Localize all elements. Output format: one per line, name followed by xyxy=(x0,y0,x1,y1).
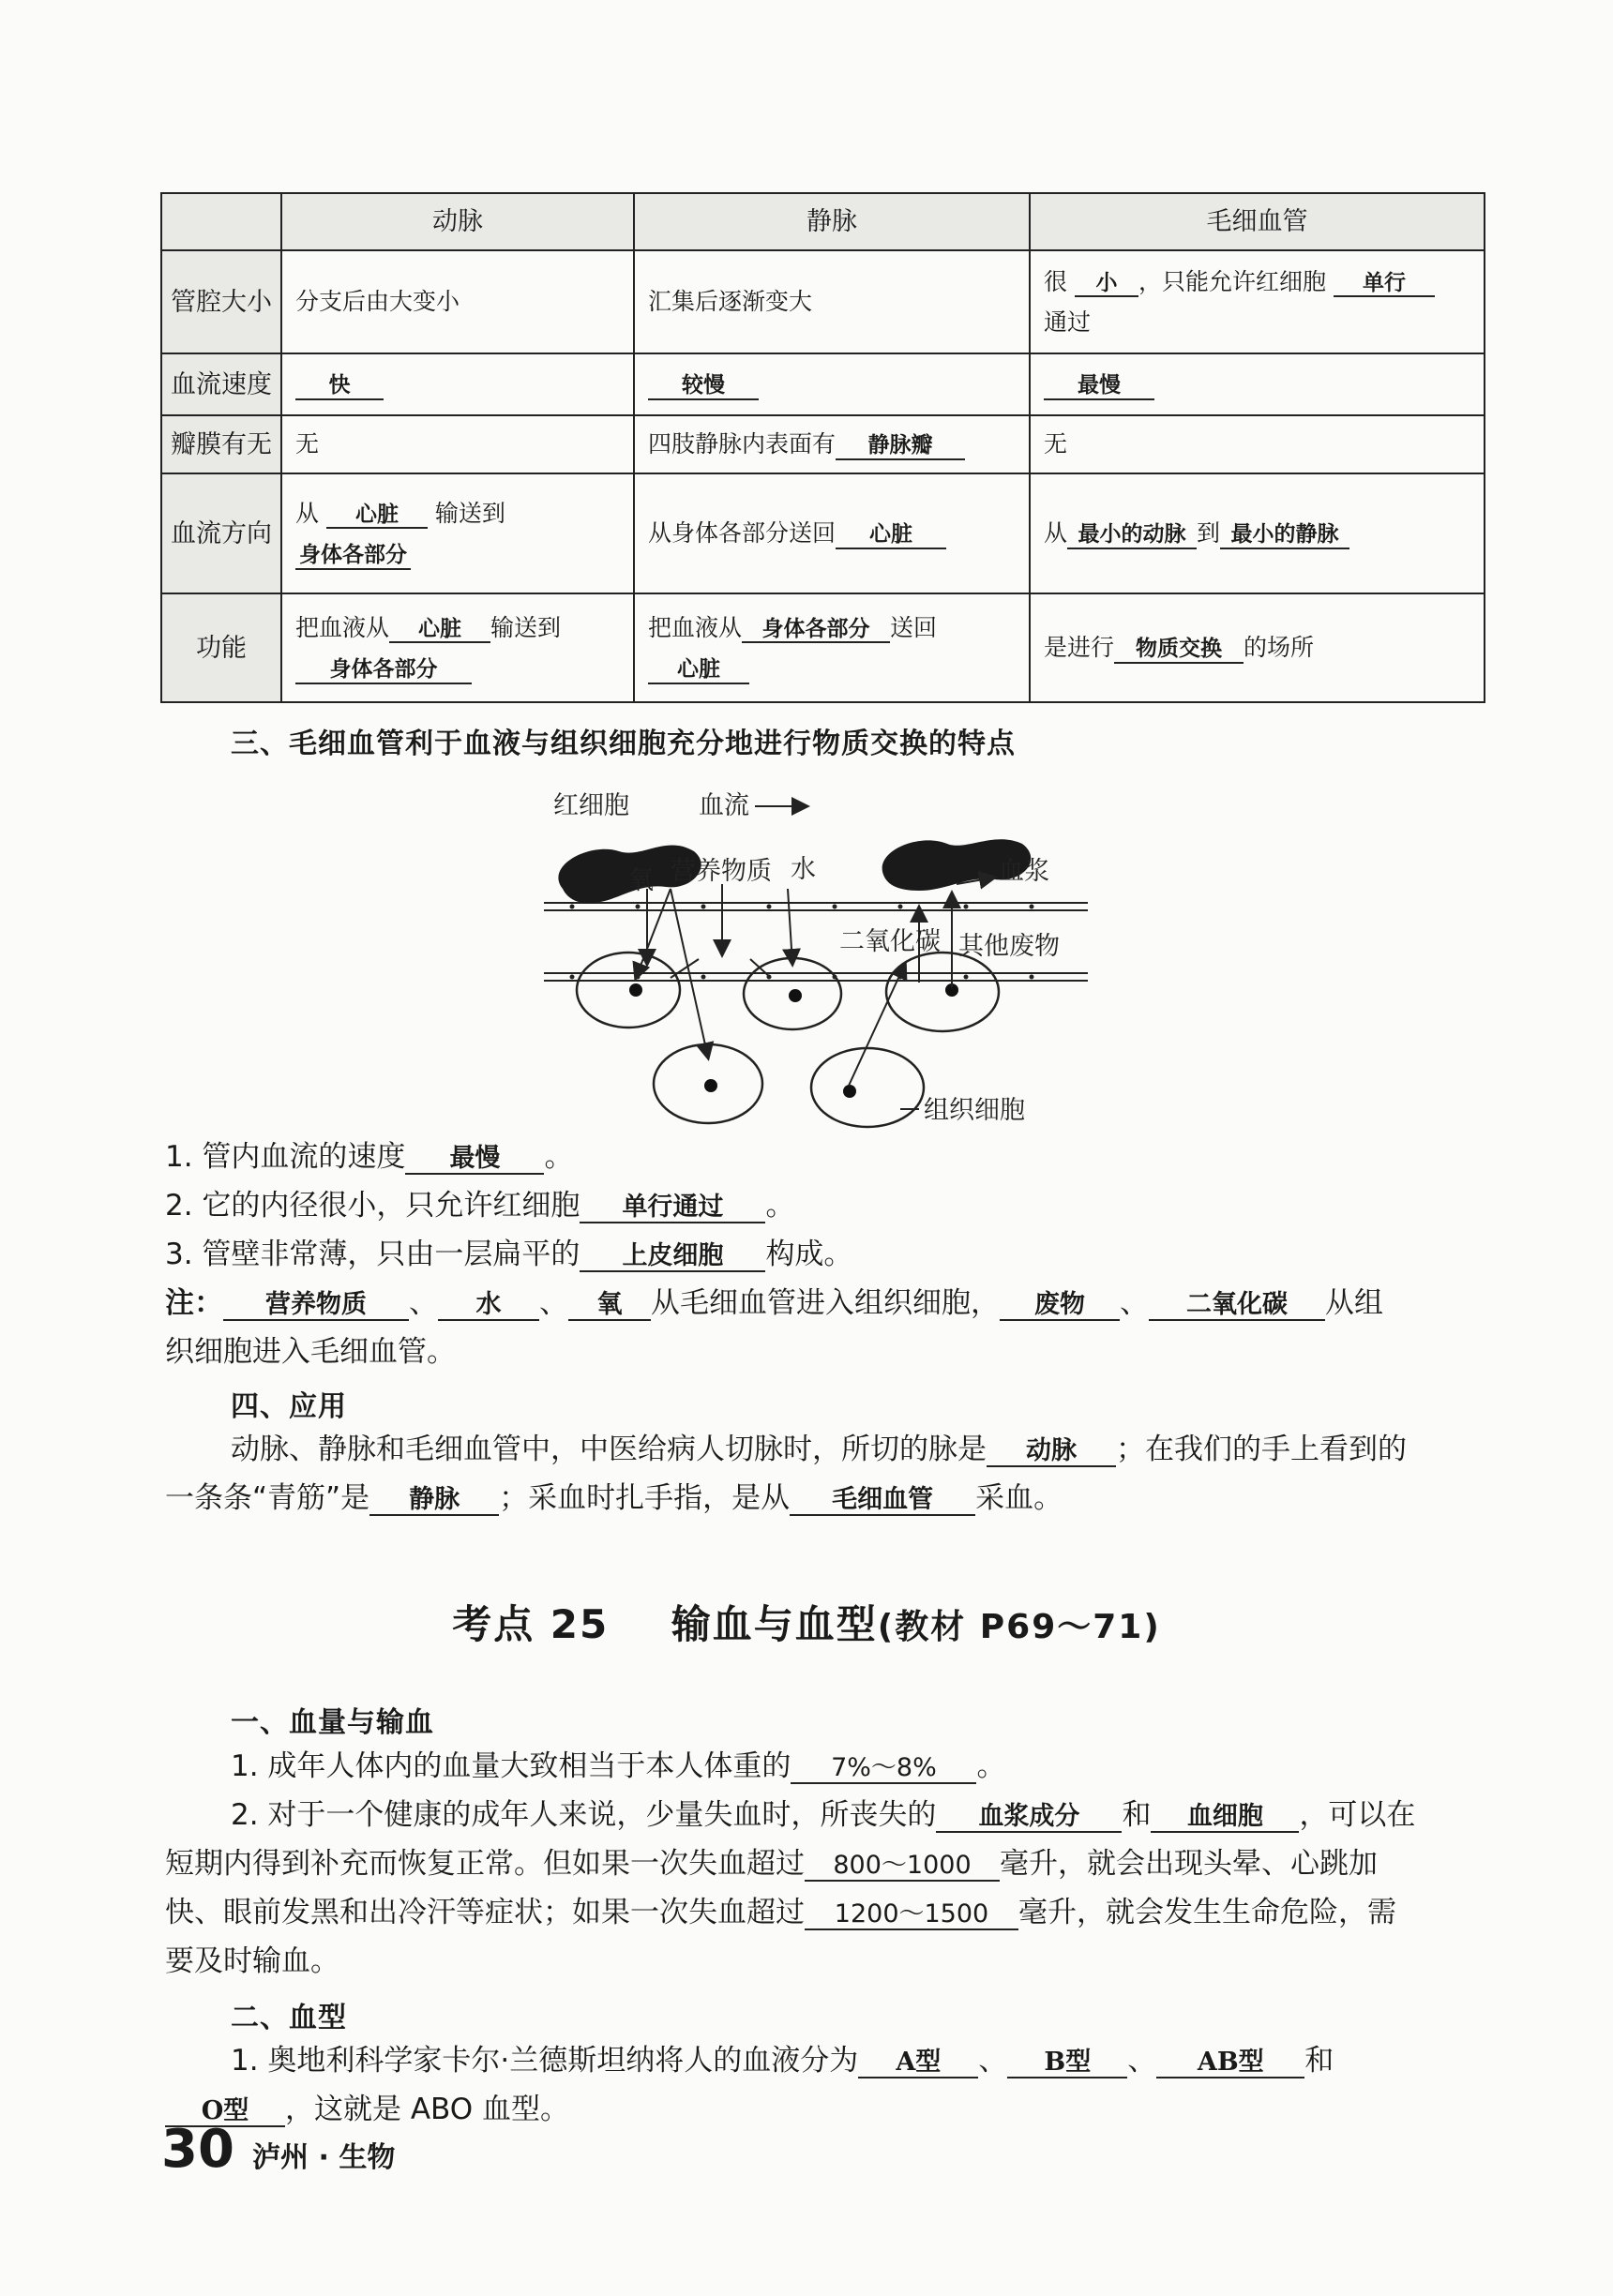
text: 1. 成年人体内的血量大致相当于本人体重的 xyxy=(231,1749,791,1783)
answer-blank: 最小的静脉 xyxy=(1220,522,1349,548)
table-header-vein: 静脉 xyxy=(634,193,1030,250)
answer-blank: 上皮细胞 xyxy=(580,1241,765,1272)
answer-blank: AB型 xyxy=(1156,2048,1304,2078)
cell-lumen-artery: 分支后由大变小 xyxy=(281,250,634,353)
text: 是进行 xyxy=(1044,634,1115,662)
label-tissue-cell: 组织细胞 xyxy=(924,1096,1025,1125)
label-other-waste: 其他废物 xyxy=(958,932,1060,961)
answer-blank: 7%～8% xyxy=(791,1753,976,1784)
label-oxygen: 氧 xyxy=(628,866,654,895)
answer-blank: 废物 xyxy=(1000,1290,1120,1321)
topic-source: (教材 P69～71) xyxy=(877,1608,1161,1646)
text: 和 xyxy=(1122,1798,1152,1832)
answer-blank: 身体各部分 xyxy=(295,543,411,569)
text: 输送到 xyxy=(434,499,505,527)
cell-function-capillary xyxy=(1030,593,1485,702)
table-header-corner xyxy=(161,193,281,250)
text: 从 xyxy=(1044,519,1068,548)
cell-valve-capillary: 无 xyxy=(1030,415,1485,473)
section-heading-blood-volume: 一、血量与输血 xyxy=(231,1706,434,1739)
text: 通过 xyxy=(1044,308,1092,337)
cell-lumen-vein: 汇集后逐渐变大 xyxy=(634,250,1030,353)
label-plasma: 血浆 xyxy=(999,857,1049,886)
cell-direction-artery xyxy=(281,473,634,593)
cell-function-artery xyxy=(281,593,634,702)
text: 3. 管壁非常薄，只由一层扁平的 xyxy=(165,1238,580,1271)
text: 。 xyxy=(765,1189,795,1223)
question-line xyxy=(231,1791,1487,1839)
text: 1. 奥地利科学家卡尔·兰德斯坦纳将人的血液分为 xyxy=(231,2044,859,2078)
answer-blank: 1200～1500 xyxy=(805,1899,1018,1930)
answer-blank: 血细胞 xyxy=(1151,1802,1299,1833)
answer-blank: 较慢 xyxy=(648,373,759,399)
answer-blank: O型 xyxy=(165,2096,285,2127)
text: 从毛细血管进入组织细胞， xyxy=(651,1286,1000,1320)
answer-blank: 最慢 xyxy=(1044,373,1154,399)
text: 动脉、静脉和毛细血管中，中医给病人切脉时，所切的脉是 xyxy=(231,1433,987,1466)
text: 和 xyxy=(1304,2044,1334,2078)
text: ；采血时扎手指，是从 xyxy=(499,1481,791,1515)
text: 、 xyxy=(978,2044,1008,2078)
question-line xyxy=(165,1181,1487,1230)
text: 送回 xyxy=(890,613,938,641)
cell-direction-vein xyxy=(634,473,1030,593)
cell-valve-artery: 无 xyxy=(281,415,634,473)
answer-blank: 小 xyxy=(1075,271,1138,297)
question-line xyxy=(231,1742,1487,1791)
text: 毫升，就会出现头晕、心跳加 xyxy=(1000,1847,1378,1881)
table-row xyxy=(161,250,1485,353)
answer-blank: 二氧化碳 xyxy=(1149,1290,1325,1321)
cell-valve-vein xyxy=(634,415,1030,473)
answer-blank: 心脏 xyxy=(836,522,946,548)
answer-blank: 营养物质 xyxy=(223,1290,409,1321)
text: 构成。 xyxy=(765,1238,853,1271)
answer-blank: 心脏 xyxy=(326,503,428,529)
answer-blank: 单行 xyxy=(1334,271,1435,297)
capillary-wall-bottom xyxy=(544,973,1088,981)
text: ，这就是 ABO 血型。 xyxy=(285,2093,570,2126)
answer-blank: 最小的动脉 xyxy=(1067,522,1197,548)
text: 很 xyxy=(1044,267,1068,295)
topic-name: 输血与血型 xyxy=(671,1601,878,1647)
text: 把血液从 xyxy=(648,613,743,641)
question-line xyxy=(165,1230,1487,1279)
label-carbon-dioxide: 二氧化碳 xyxy=(839,927,941,956)
answer-blank: 静脉 xyxy=(369,1485,499,1516)
label-red-blood-cell: 红细胞 xyxy=(553,791,629,820)
text: 、 xyxy=(1127,2044,1157,2078)
table-row xyxy=(161,593,1485,702)
text: 、 xyxy=(409,1286,438,1320)
answer-blank: A型 xyxy=(858,2048,978,2078)
text: 从组 xyxy=(1325,1286,1383,1320)
row-label-function: 功能 xyxy=(161,593,281,702)
page-number: 30 xyxy=(161,2119,234,2180)
application-line xyxy=(165,1474,1487,1523)
topic-label: 考点 25 xyxy=(452,1601,610,1647)
capillary-exchange-diagram xyxy=(525,786,1107,1133)
footer-label: 泸州 · 生物 xyxy=(252,2141,396,2174)
text: 快、眼前发黑和出冷汗等症状；如果一次失血超过 xyxy=(165,1896,805,1929)
answer-blank: 单行通过 xyxy=(580,1193,765,1223)
table-header-capillary: 毛细血管 xyxy=(1030,193,1485,250)
text: 到 xyxy=(1197,519,1221,548)
text: 的场所 xyxy=(1244,634,1315,662)
row-label-lumen: 管腔大小 xyxy=(161,250,281,353)
answer-blank: 血浆成分 xyxy=(936,1802,1122,1833)
note-label: 注： xyxy=(165,1286,223,1320)
cell-speed-artery xyxy=(281,353,634,415)
text: 、 xyxy=(1120,1286,1149,1320)
question-line xyxy=(165,1888,1487,1937)
text: 毫升，就会发生生命危险，需 xyxy=(1018,1896,1396,1929)
table-header-row xyxy=(161,193,1485,250)
text: 1. 管内血流的速度 xyxy=(165,1140,406,1174)
row-label-valve: 瓣膜有无 xyxy=(161,415,281,473)
cell-lumen-capillary xyxy=(1030,250,1485,353)
answer-blank: 静脉瓣 xyxy=(836,433,965,459)
answer-blank: 800～1000 xyxy=(805,1851,1000,1882)
answer-blank: 物质交换 xyxy=(1114,637,1244,663)
label-water: 水 xyxy=(791,855,816,884)
text: 从 xyxy=(295,499,320,527)
answer-blank: 动脉 xyxy=(987,1436,1116,1467)
answer-blank: B型 xyxy=(1007,2048,1127,2078)
table-row xyxy=(161,353,1485,415)
text: ，可以在 xyxy=(1299,1798,1416,1832)
text: 、 xyxy=(539,1286,568,1320)
answer-blank: 氧 xyxy=(568,1290,651,1321)
text: 把血液从 xyxy=(295,613,390,641)
vessel-comparison-table xyxy=(160,192,1485,703)
cell-speed-vein xyxy=(634,353,1030,415)
text: 采血。 xyxy=(975,1481,1063,1515)
answer-blank: 毛细血管 xyxy=(790,1485,975,1516)
table-row xyxy=(161,415,1485,473)
answer-blank: 心脏 xyxy=(389,617,490,643)
capillary-wall-top xyxy=(544,903,1088,910)
answer-blank: 心脏 xyxy=(648,657,749,683)
text: 四肢静脉内表面有 xyxy=(648,430,837,458)
question-line xyxy=(231,2036,1487,2085)
answer-blank: 身体各部分 xyxy=(295,657,472,683)
text: 从身体各部分送回 xyxy=(648,519,837,548)
text: ，只能允许红细胞 xyxy=(1138,267,1326,295)
text: 输送到 xyxy=(490,613,562,641)
section-heading-4: 四、应用 xyxy=(231,1390,347,1423)
question-line xyxy=(165,1839,1487,1888)
cell-speed-capillary xyxy=(1030,353,1485,415)
label-nutrients: 营养物质 xyxy=(671,857,772,886)
section-heading-blood-type: 二、血型 xyxy=(231,2002,347,2034)
application-line xyxy=(231,1425,1487,1474)
answer-blank: 最慢 xyxy=(405,1144,544,1175)
text: 。 xyxy=(976,1749,1006,1783)
row-label-direction: 血流方向 xyxy=(161,473,281,593)
text: ；在我们的手上看到的 xyxy=(1116,1433,1407,1466)
text: 短期内得到补充而恢复正常。但如果一次失血超过 xyxy=(165,1847,805,1881)
topic-title xyxy=(0,1594,1613,1650)
cell-function-vein xyxy=(634,593,1030,702)
question-line xyxy=(165,1133,1487,1181)
text: 。 xyxy=(544,1140,574,1174)
answer-blank: 水 xyxy=(438,1290,539,1321)
section-heading-3: 三、毛细血管利于血液与组织细胞充分地进行物质交换的特点 xyxy=(231,728,1016,760)
answer-blank: 快 xyxy=(295,373,384,399)
text: 2. 它的内径很小，只允许红细胞 xyxy=(165,1189,580,1223)
row-label-speed: 血流速度 xyxy=(161,353,281,415)
note-line xyxy=(165,1279,1487,1328)
text: 2. 对于一个健康的成年人来说，少量失血时，所丧失的 xyxy=(231,1798,937,1832)
answer-blank: 身体各部分 xyxy=(742,617,890,643)
table-row xyxy=(161,473,1485,593)
label-blood-flow: 血流 xyxy=(699,791,749,820)
page-footer xyxy=(161,2119,395,2180)
cell-direction-capillary xyxy=(1030,473,1485,593)
note-line-2: 织细胞进入毛细血管。 xyxy=(165,1335,456,1369)
text: 一条条“青筋”是 xyxy=(165,1481,370,1515)
question-line: 要及时输血。 xyxy=(165,1944,339,1978)
table-header-artery: 动脉 xyxy=(281,193,634,250)
